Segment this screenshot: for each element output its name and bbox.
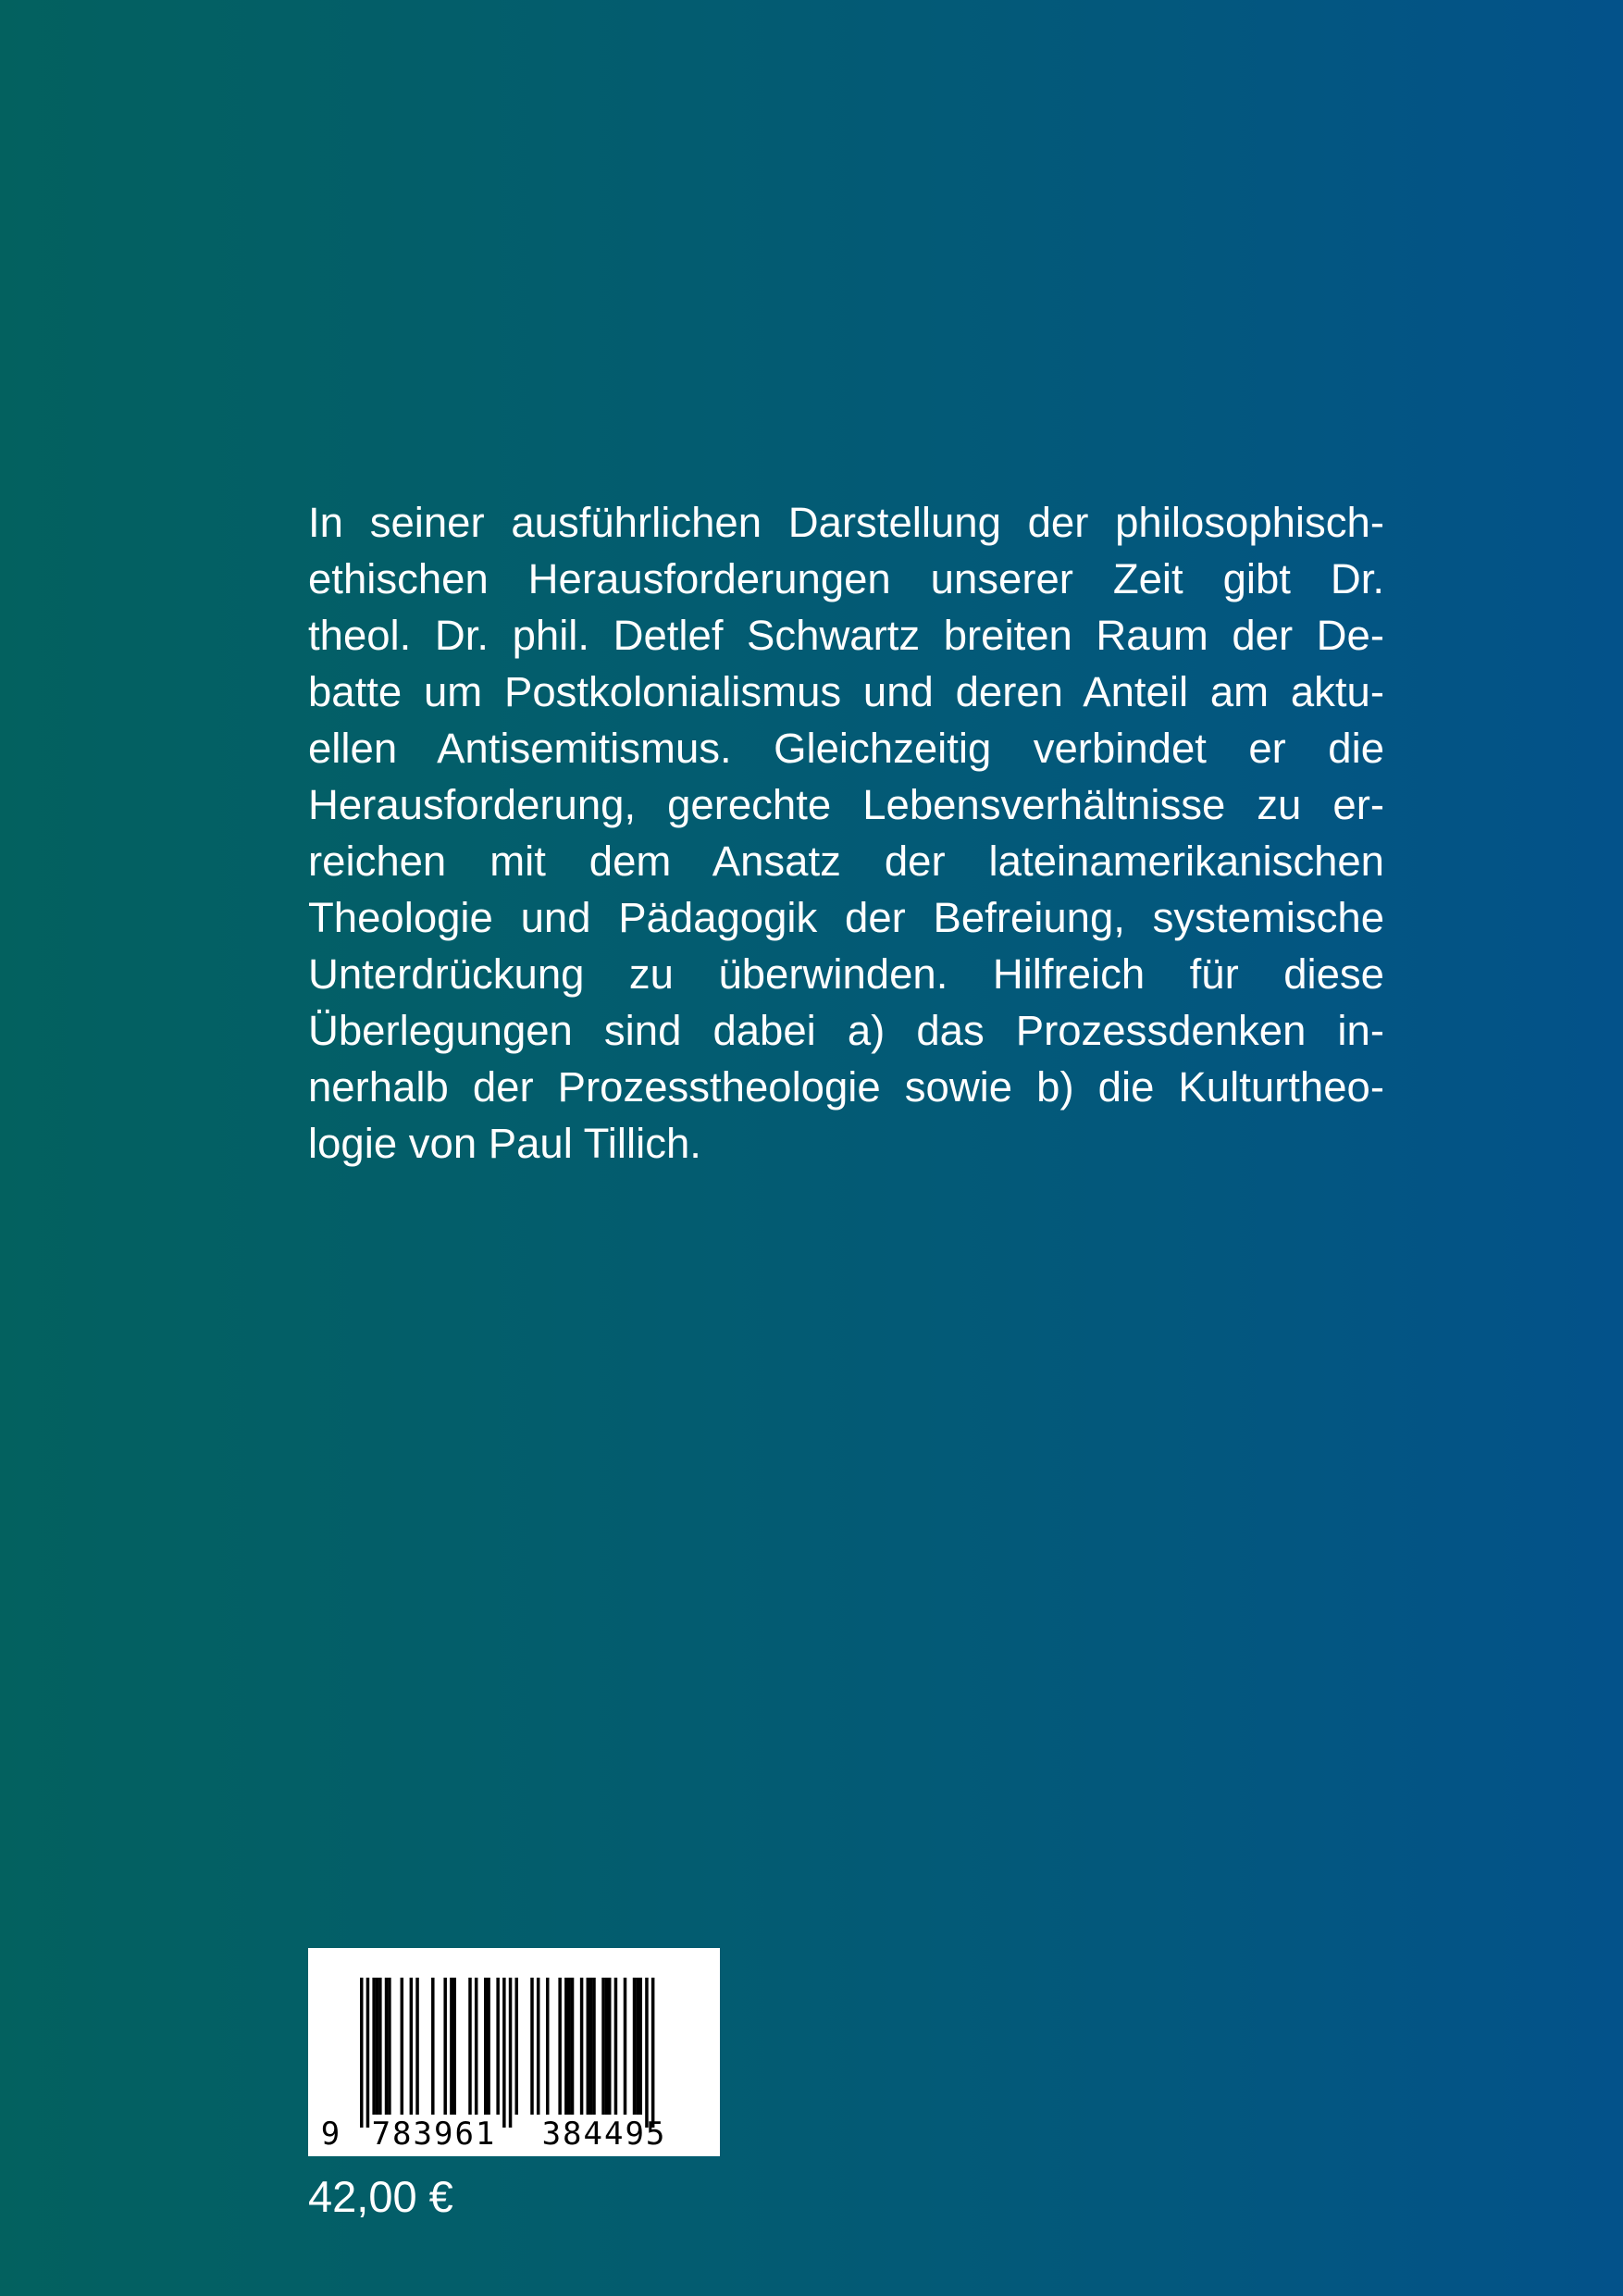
barcode-bar bbox=[546, 1978, 550, 2115]
barcode-bar bbox=[571, 1978, 575, 2115]
barcode-bar bbox=[645, 1978, 649, 2128]
blurb-line: ellen Antisemitismus. Gleichzeitig verbindet er die bbox=[308, 725, 1384, 772]
barcode-bar bbox=[378, 1978, 382, 2115]
blurb-text bbox=[308, 494, 1384, 1172]
barcode-bar bbox=[592, 1978, 596, 2115]
blurb-line: Überlegungen sind dabei a) das Prozessdenken in- bbox=[308, 1007, 1384, 1054]
barcode-bar bbox=[366, 1978, 370, 2128]
barcode-right-digits: 384495 bbox=[541, 2116, 667, 2153]
blurb-line: theol. Dr. phil. Detlef Schwartz breiten Raum der De- bbox=[308, 612, 1384, 659]
blurb-line: In seiner ausführlichen Darstellung der philosophisch- bbox=[308, 499, 1384, 546]
barcode-bar bbox=[415, 1978, 419, 2115]
barcode-bar bbox=[587, 1978, 590, 2115]
barcode-bar bbox=[515, 1978, 519, 2115]
barcode-bar bbox=[388, 1978, 391, 2115]
barcode-bar bbox=[509, 1978, 513, 2128]
barcode-bar bbox=[605, 1978, 609, 2115]
barcode-bar bbox=[608, 1978, 612, 2115]
barcode-bar bbox=[601, 1978, 605, 2115]
blurb-line: Herausforderung, gerechte Lebensverhältnisse zu er- bbox=[308, 781, 1384, 828]
barcode-bar bbox=[530, 1978, 534, 2115]
barcode-bar bbox=[636, 1978, 639, 2115]
barcode-left-digits: 783961 bbox=[371, 2116, 497, 2153]
barcode-bar bbox=[496, 1978, 500, 2115]
blurb-line: Theologie und Pädagogik der Befreiung, systemische bbox=[308, 894, 1384, 941]
barcode-first-digit: 9 bbox=[320, 2116, 341, 2153]
blurb-line: Unterdrückung zu überwinden. Hilfreich für diese bbox=[308, 950, 1384, 998]
barcode-bar bbox=[431, 1978, 435, 2115]
barcode-bar bbox=[484, 1978, 488, 2115]
barcode-bar bbox=[639, 1978, 643, 2115]
barcode-bar bbox=[360, 1978, 364, 2128]
barcode-bar bbox=[651, 1978, 655, 2128]
barcode-bar bbox=[401, 1978, 404, 2115]
blurb-line: ethischen Herausforderungen unserer Zeit gibt Dr. bbox=[308, 555, 1384, 602]
barcode-bar bbox=[468, 1978, 472, 2115]
barcode-bar bbox=[558, 1978, 562, 2115]
barcode-bar bbox=[410, 1978, 414, 2115]
blurb-line: reichen mit dem Ansatz der lateinamerikanischen bbox=[308, 838, 1384, 885]
barcode-bar bbox=[537, 1978, 540, 2115]
barcode-bar bbox=[453, 1978, 457, 2115]
barcode-bar bbox=[475, 1978, 478, 2115]
barcode-graphic bbox=[308, 1948, 720, 2156]
barcode-bar bbox=[589, 1978, 593, 2115]
barcode-bar bbox=[443, 1978, 447, 2115]
barcode-bar bbox=[376, 1978, 379, 2115]
barcode-bar bbox=[372, 1978, 376, 2115]
barcode-bar bbox=[633, 1978, 637, 2115]
barcode-bar bbox=[614, 1978, 618, 2115]
barcode-bar bbox=[624, 1978, 627, 2115]
barcode-bar bbox=[502, 1978, 506, 2128]
blurb-line: logie von Paul Tillich. bbox=[308, 1120, 701, 1167]
barcode-bars bbox=[360, 1978, 654, 2128]
barcode-bar bbox=[564, 1978, 568, 2115]
barcode-bar bbox=[580, 1978, 584, 2115]
blurb-line: nerhalb der Prozesstheologie sowie b) die Kulturtheo- bbox=[308, 1063, 1384, 1111]
blurb-line: batte um Postkolonialismus und deren Anteil am aktu- bbox=[308, 668, 1384, 715]
price-label: 42,00 € bbox=[308, 2172, 453, 2221]
barcode-bar bbox=[567, 1978, 571, 2115]
barcode-bar bbox=[385, 1978, 389, 2115]
barcode-bar bbox=[450, 1978, 453, 2115]
isbn-barcode bbox=[308, 1948, 720, 2156]
barcode-bar bbox=[487, 1978, 490, 2115]
